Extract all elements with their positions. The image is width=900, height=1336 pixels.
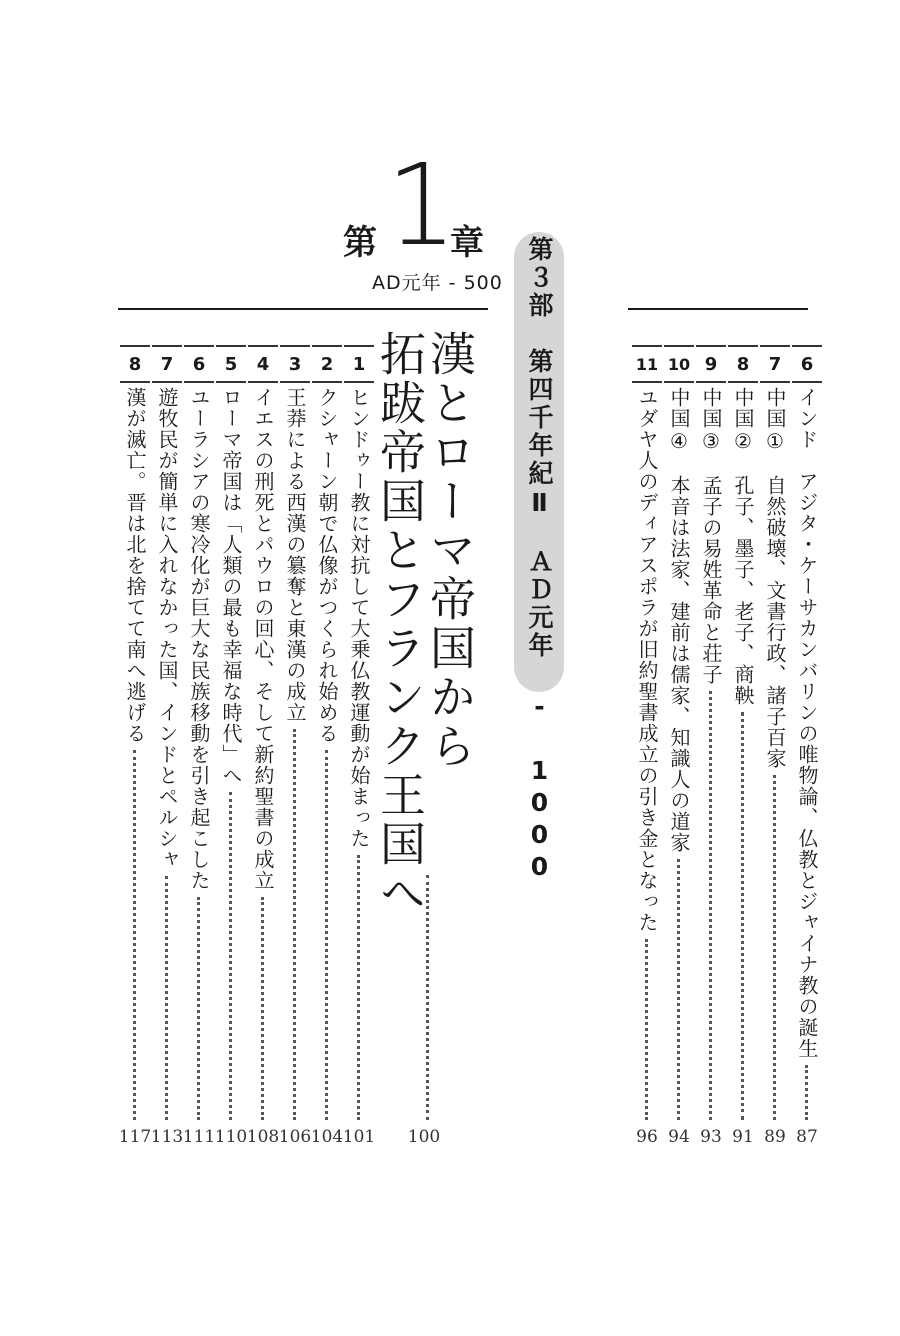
entry-page: 91	[732, 1127, 754, 1147]
entry-left-7[interactable]	[152, 345, 182, 1128]
leader-dots	[133, 750, 136, 1120]
entry-page: 111	[182, 1127, 216, 1147]
entry-text: 遊牧民が簡単に入れなかった国、インドとペルシャ	[155, 387, 179, 870]
leader-dots	[229, 792, 232, 1120]
entry-number: 7	[760, 345, 790, 383]
entry-left-6[interactable]	[184, 345, 214, 1128]
entry-text: イエスの刑死とパウロの回心、そして新約聖書の成立	[251, 387, 275, 891]
leader-dots	[805, 1065, 808, 1120]
entry-number: 7	[152, 345, 182, 383]
leader-dots	[709, 691, 712, 1120]
title-page-number: 100	[407, 1127, 441, 1147]
entry-left-2[interactable]	[312, 345, 342, 1128]
leader-dots	[741, 712, 744, 1120]
entry-right-9[interactable]	[696, 345, 726, 1128]
entry-right-10[interactable]	[664, 345, 694, 1128]
leader-dots	[293, 729, 296, 1120]
entry-text: ヒンドゥー教に対抗して大乗仏教運動が始まった	[347, 387, 371, 849]
entry-right-11[interactable]	[632, 345, 662, 1128]
entry-page: 104	[310, 1127, 344, 1147]
entry-page: 117	[118, 1127, 152, 1147]
leader-dots	[677, 859, 680, 1120]
entry-number: 6	[184, 345, 214, 383]
entry-left-4[interactable]	[248, 345, 278, 1128]
entry-left-8[interactable]	[120, 345, 150, 1128]
right-rule	[628, 308, 808, 310]
entry-page: 106	[278, 1127, 312, 1147]
entry-page: 89	[764, 1127, 786, 1147]
leader-dots	[165, 876, 168, 1120]
leader-dots	[773, 775, 776, 1120]
entry-text: 中国④ 本音は法家、建前は儒家、知識人の道家	[667, 387, 691, 853]
entry-page: 94	[668, 1127, 690, 1147]
entry-text: 漢が滅亡。晋は北を捨てて南へ逃げる	[123, 387, 147, 744]
entry-text: 中国② 孔子、墨子、老子、商鞅	[731, 387, 755, 706]
entry-number: 9	[696, 345, 726, 383]
entry-right-6[interactable]	[792, 345, 822, 1128]
entry-page: 87	[796, 1127, 818, 1147]
entry-number: 6	[792, 345, 822, 383]
entry-page: 110	[214, 1127, 248, 1147]
leader-dots	[261, 897, 264, 1120]
entry-text: 中国③ 孟子の易姓革命と荘子	[699, 387, 723, 685]
entry-right-8[interactable]	[728, 345, 758, 1128]
left-rule	[118, 308, 488, 310]
entry-text: ユーラシアの寒冷化が巨大な民族移動を引き起こした	[187, 387, 211, 891]
entry-page: 96	[636, 1127, 658, 1147]
leader-dots	[325, 750, 328, 1120]
leader-dots	[197, 897, 200, 1120]
chapter-dai: 第	[343, 223, 377, 263]
entry-number: 5	[216, 345, 246, 383]
entry-number: 8	[728, 345, 758, 383]
part-label: 第３部 第四千年紀Ⅱ ＡＤ元年 - 1000	[525, 236, 554, 884]
entry-right-7[interactable]	[760, 345, 790, 1128]
title-leader-dots	[426, 875, 441, 1120]
entry-number: 2	[312, 345, 342, 383]
chapter-range: AD元年 - 500	[372, 272, 503, 294]
entry-number: 8	[120, 345, 150, 383]
entry-text: クシャーン朝で仏像がつくられ始める	[315, 387, 339, 744]
entry-text: インド アジタ・ケーサカンバリンの唯物論、仏教とジャイナ教の誕生	[795, 387, 819, 1059]
entry-text: ローマ帝国は「人類の最も幸福な時代」へ	[219, 387, 243, 786]
leader-dots	[645, 939, 648, 1120]
entry-number: 4	[248, 345, 278, 383]
entry-left-3[interactable]	[280, 345, 310, 1128]
chapter-number: 1	[386, 141, 458, 271]
entry-number: 10	[664, 345, 694, 383]
title-line-2: 拓跋帝国とフランク王国へ	[373, 330, 427, 918]
entry-number: 11	[632, 345, 662, 383]
entry-page: 108	[246, 1127, 280, 1147]
entry-number: 3	[280, 345, 310, 383]
entry-left-1[interactable]	[344, 345, 374, 1128]
entry-page: 93	[700, 1127, 722, 1147]
entry-left-5[interactable]	[216, 345, 246, 1128]
entry-number: 1	[344, 345, 374, 383]
leader-dots	[357, 855, 360, 1120]
entry-text: 中国① 自然破壊、文書行政、諸子百家	[763, 387, 787, 769]
entry-page: 113	[150, 1127, 184, 1147]
chapter-sho: 章	[450, 223, 484, 263]
entry-text: 王莽による西漢の簒奪と東漢の成立	[283, 387, 307, 723]
entry-page: 101	[342, 1127, 376, 1147]
entry-text: ユダヤ人のディアスポラが旧約聖書成立の引き金となった	[635, 387, 659, 933]
title-line-1: 漢とローマ帝国から	[423, 330, 477, 771]
